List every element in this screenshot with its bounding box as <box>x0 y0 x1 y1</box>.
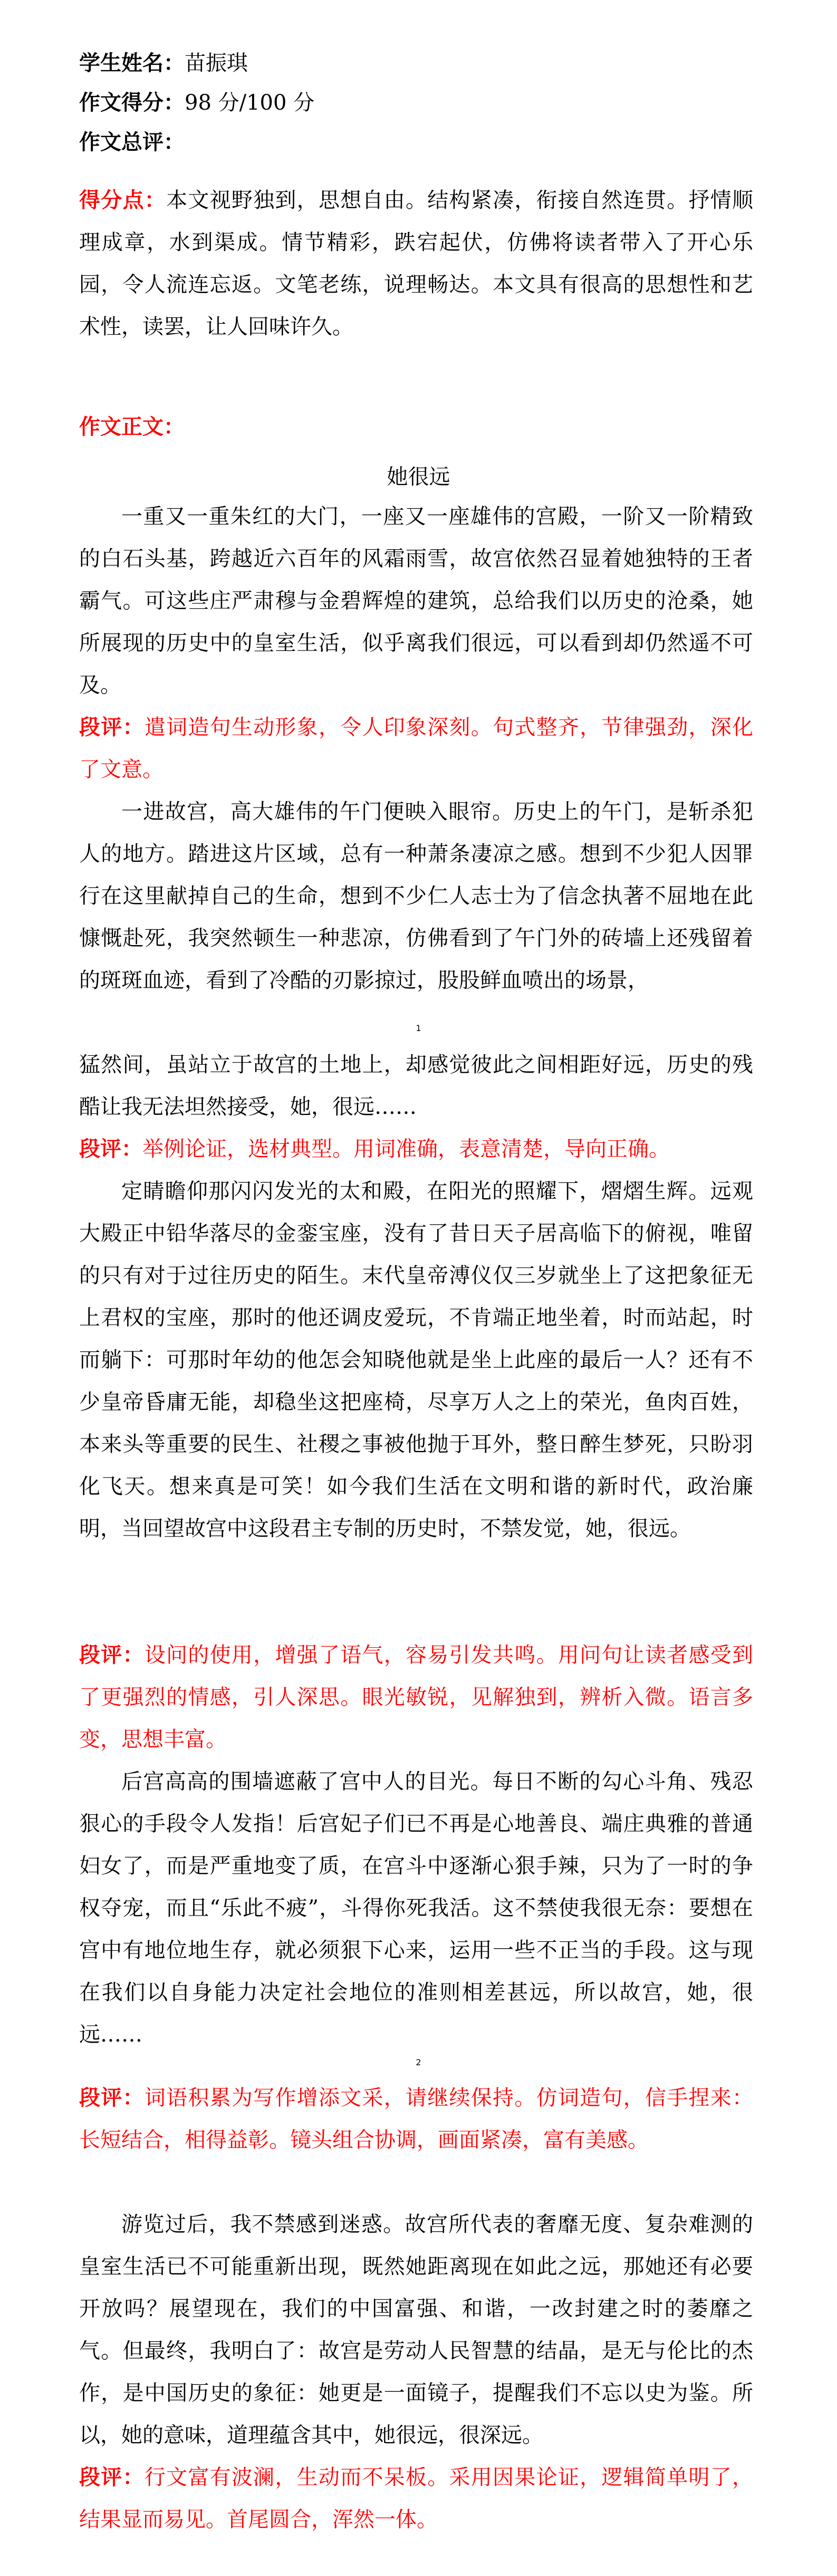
essay-title: 她很远 <box>387 465 450 489</box>
essay-paragraph-5: 游览过后，我不禁感到迷惑。故宫所代表的奢靡无度、复杂难测的皇室生活已不可能重新出现，既然她距离现在如此之远，那她还有必要开放吗？展望现在，我们的中国富强、和谐，一改封建之时的萎靡之气。但最终，我明白了：故宫是劳动人民智慧的结晶，是无与伦比的杰作，是中国历史的象征：她更是一面镜子，提醒我们不忘以史为鉴。所以，她的意味，道理蕴含其中，她很远，很深远。 <box>79 2212 753 2447</box>
paragraph-comment-5 <box>79 2456 753 2541</box>
essay-heading-line <box>79 406 753 448</box>
summary-paragraph <box>79 179 753 348</box>
score-line <box>79 92 314 113</box>
essay-paragraph-2: 一进故宫，高大雄伟的午门便映入眼帘。历史上的午门，是斩杀犯人的地方。踏进这片区域，总有一种萧条凄凉之感。想到不少犯人因罪行在这里献掉自己的生命，想到不少仁人志士为了信念执著不屈地在此慷慨赴死，我突然顿生一种悲凉，仿佛看到了午门外的砖墙上还残留着的斑斑血迹，看到了冷酷的刃影掠过，股股鲜血喷出的场景， <box>79 800 753 993</box>
comment-label: 段评： <box>79 715 145 740</box>
summary-text: 本文视野独到，思想自由。结构紧凑，衔接自然连贯。抒情顺理成章，水到渠成。情节精彩，跌宕起伏，仿佛将读者带入了开心乐园，令人流连忘返。文笔老练，说理畅达。本文具有很高的思想性和艺术性，读罢，让人回味许久。 <box>79 188 754 339</box>
summary-label: 得分点： <box>79 188 167 212</box>
review-label: 作文总评： <box>79 130 185 154</box>
paragraph-comment-3 <box>79 1634 753 1761</box>
comment-label: 段评： <box>79 2465 145 2490</box>
essay-paragraph-2-continued: 猛然间，虽站立于故宫的土地上，却感觉彼此之间相距好远，历史的残酷让我无法坦然接受，她，很远…… <box>79 1053 753 1119</box>
paragraph-comment-4 <box>79 2077 753 2161</box>
page-number-1: 1 <box>416 1023 421 1033</box>
student-name-value: 苗振琪 <box>185 51 248 75</box>
student-name-label: 学生姓名： <box>79 51 185 75</box>
essay-paragraph-4: 后宫高高的围墙遮蔽了宫中人的目光。每日不断的勾心斗角、残忍狠心的手段令人发指！后宫妃子们已不再是心地善良、端庄典雅的普通妇女了，而是严重地变了质，在宫斗中逐渐心狠手辣，只为了一时的争权夺宠，而且“乐此不疲”，斗得你死我活。这不禁使我很无奈：要想在宫中有地位地生存，就必须狠下心来，运用一些不正当的手段。这与现在我们以自身能力决定社会地位的准则相差甚远，所以故宫，她，很远…… <box>79 1770 753 2047</box>
essay-paragraph-3: 定睛瞻仰那闪闪发光的太和殿，在阳光的照耀下，熠熠生辉。远观大殿正中铅华落尽的金銮宝座，没有了昔日天子居高临下的俯视，唯留的只有对于过往历史的陌生。末代皇帝溥仪仅三岁就坐上了这把象征无上君权的宝座，那时的他还调皮爱玩，不肯端正地坐着，时而站起，时而躺下：可那时年幼的他怎会知晓他就是坐上此座的最后一人？还有不少皇帝昏庸无能，却稳坐这把座椅，尽享万人之上的荣光，鱼肉百姓，本来头等重要的民生、社稷之事被他抛于耳外，整日醉生梦死，只盼羽化飞天。想来真是可笑！如今我们生活在文明和谐的新时代，政治廉明，当回望故宫中这段君主专制的历史时，不禁发觉，她，很远。 <box>79 1179 753 1541</box>
score-label: 作文得分： <box>79 90 185 115</box>
paragraph-comment-1 <box>79 706 753 791</box>
comment-label: 段评： <box>79 1642 145 1667</box>
student-name-line <box>79 53 248 74</box>
score-value: 98 分/100 分 <box>185 91 315 115</box>
comment-text: 设问的使用，增强了语气，容易引发共鸣。用问句让读者感受到了更强烈的情感，引人深思。眼光敏锐，见解独到，辨析入微。语言多变，思想丰富。 <box>79 1643 754 1752</box>
essay-paragraph-1: 一重又一重朱红的大门，一座又一座雄伟的宫殿，一阶又一阶精致的白石头基，跨越近六百年的风霜雨雪，故宫依然召显着她独特的王者霸气。可这些庄严肃穆与金碧辉煌的建筑，总给我们以历史的沧桑，她所展现的历史中的皇室生活，似乎离我们很远，可以看到却仍然遥不可及。 <box>79 504 753 697</box>
review-line <box>79 132 185 153</box>
page-number-2: 2 <box>416 2057 421 2067</box>
comment-text: 行文富有波澜，生动而不呆板。采用因果论证，逻辑简单明了，结果显而易见。首尾圆合，浑然一体。 <box>79 2465 754 2532</box>
paragraph-comment-2 <box>79 1128 753 1170</box>
comment-text: 遣词造句生动形象，令人印象深刻。句式整齐，节律强劲，深化了文意。 <box>79 715 754 782</box>
comment-label: 段评： <box>79 1136 142 1161</box>
comment-text: 举例论证，选材典型。用词准确，表意清楚，导向正确。 <box>142 1137 670 1161</box>
essay-heading: 作文正文： <box>79 414 185 439</box>
comment-text: 词语积累为写作增添文采，请继续保持。仿词造句，信手捏来：长短结合，相得益彰。镜头组合协调，画面紧凑，富有美感。 <box>79 2086 754 2152</box>
comment-label: 段评： <box>79 2085 145 2110</box>
